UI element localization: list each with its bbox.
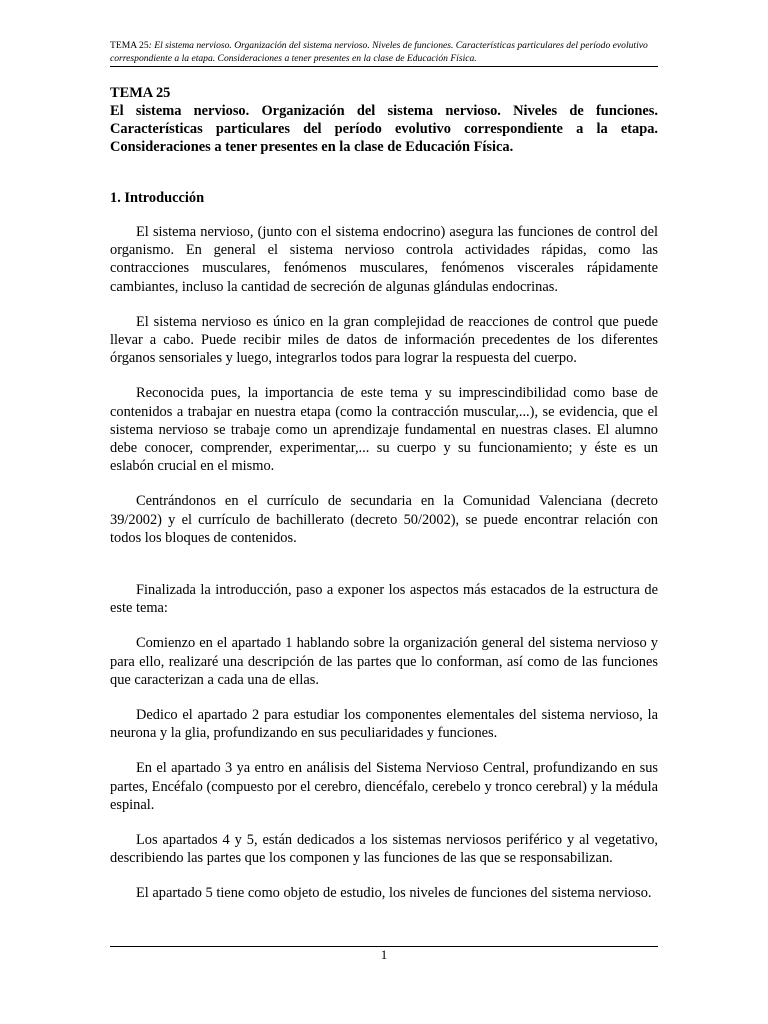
topic-label: TEMA 25 [110, 85, 171, 101]
page-body [110, 84, 658, 903]
running-header-text: : El sistema nervioso. Organización del sistema nervioso. Niveles de funciones. Características particulares del período evolutivo correspondiente a la etapa. Consideraciones a tener presentes en la clase de Educación Física. [110, 40, 648, 64]
running-header-label: TEMA 25 [110, 40, 149, 51]
paragraph-10: El apartado 5 tiene como objeto de estudio, los niveles de funciones del sistema nervioso. [136, 885, 652, 902]
paragraph-6: Comienzo en el apartado 1 hablando sobre la organización general del sistema nervioso y para ello, realizaré una descripción de las partes que lo conforman, así como de las funciones que caracterizan a cada una de ellas. [110, 635, 658, 688]
paragraph-9: Los apartados 4 y 5, están dedicados a los sistemas nerviosos periférico y al vegetativo, describiendo las partes que los componen y las funciones de las que se responsabilizan. [110, 832, 658, 867]
section-heading-introduccion: 1. Introducción [110, 190, 205, 206]
topic-title: El sistema nervioso. Organización del sistema nervioso. Niveles de funciones. Características particulares del período evolutivo correspondiente a la etapa. Consideraciones a tener presentes en la clase de Educación Física. [110, 103, 658, 155]
paragraph-7: Dedico el apartado 2 para estudiar los componentes elementales del sistema nervioso, la neurona y la glia, profundizando en sus peculiaridades y funciones. [110, 707, 658, 742]
paragraph-3: Reconocida pues, la importancia de este tema y su imprescindibilidad como base de contenidos a trabajar en nuestra etapa (como la contracción muscular,...), se evidencia, que el sistema nervioso se trabaje como un aprendizaje fundamental en nuestras clases. El alumno debe conocer, comprender, experimentar,... su cuerpo y su funcionamiento; y éste es un eslabón crucial en el mismo. [110, 385, 658, 475]
running-header [110, 40, 658, 65]
paragraph-1: El sistema nervioso, (junto con el sistema endocrino) asegura las funciones de control del organismo. En general el sistema nervioso controla actividades rápidas, como las contracciones musculares, fenómenos musculares, fenómenos viscerales rápidamente cambiantes, incluso la cantidad de secreción de algunas glándulas endocrinas. [110, 224, 658, 295]
document-title [110, 84, 658, 156]
paragraph-5: Finalizada la introducción, paso a exponer los aspectos más estacados de la estructura de este tema: [110, 582, 658, 617]
page-number: 1 [380, 947, 388, 962]
paragraph-4: Centrándonos en el currículo de secundaria en la Comunidad Valenciana (decreto 39/2002) y el currículo de bachillerato (decreto 50/2002), se puede encontrar relación con todos los bloques de contenidos. [110, 493, 658, 546]
paragraph-8: En el apartado 3 ya entro en análisis del Sistema Nervioso Central, profundizando en sus partes, Encéfalo (compuesto por el cerebro, diencéfalo, cerebelo y tronco cerebral) y la médula espinal. [110, 760, 658, 813]
header-rule [110, 66, 658, 67]
paragraph-2: El sistema nervioso es único en la gran complejidad de reacciones de control que puede llevar a cabo. Puede recibir miles de datos de información precedentes de los diferentes órganos sensoriales y luego, integrarlos todos para lograr la respuesta del cuerpo. [110, 313, 658, 367]
